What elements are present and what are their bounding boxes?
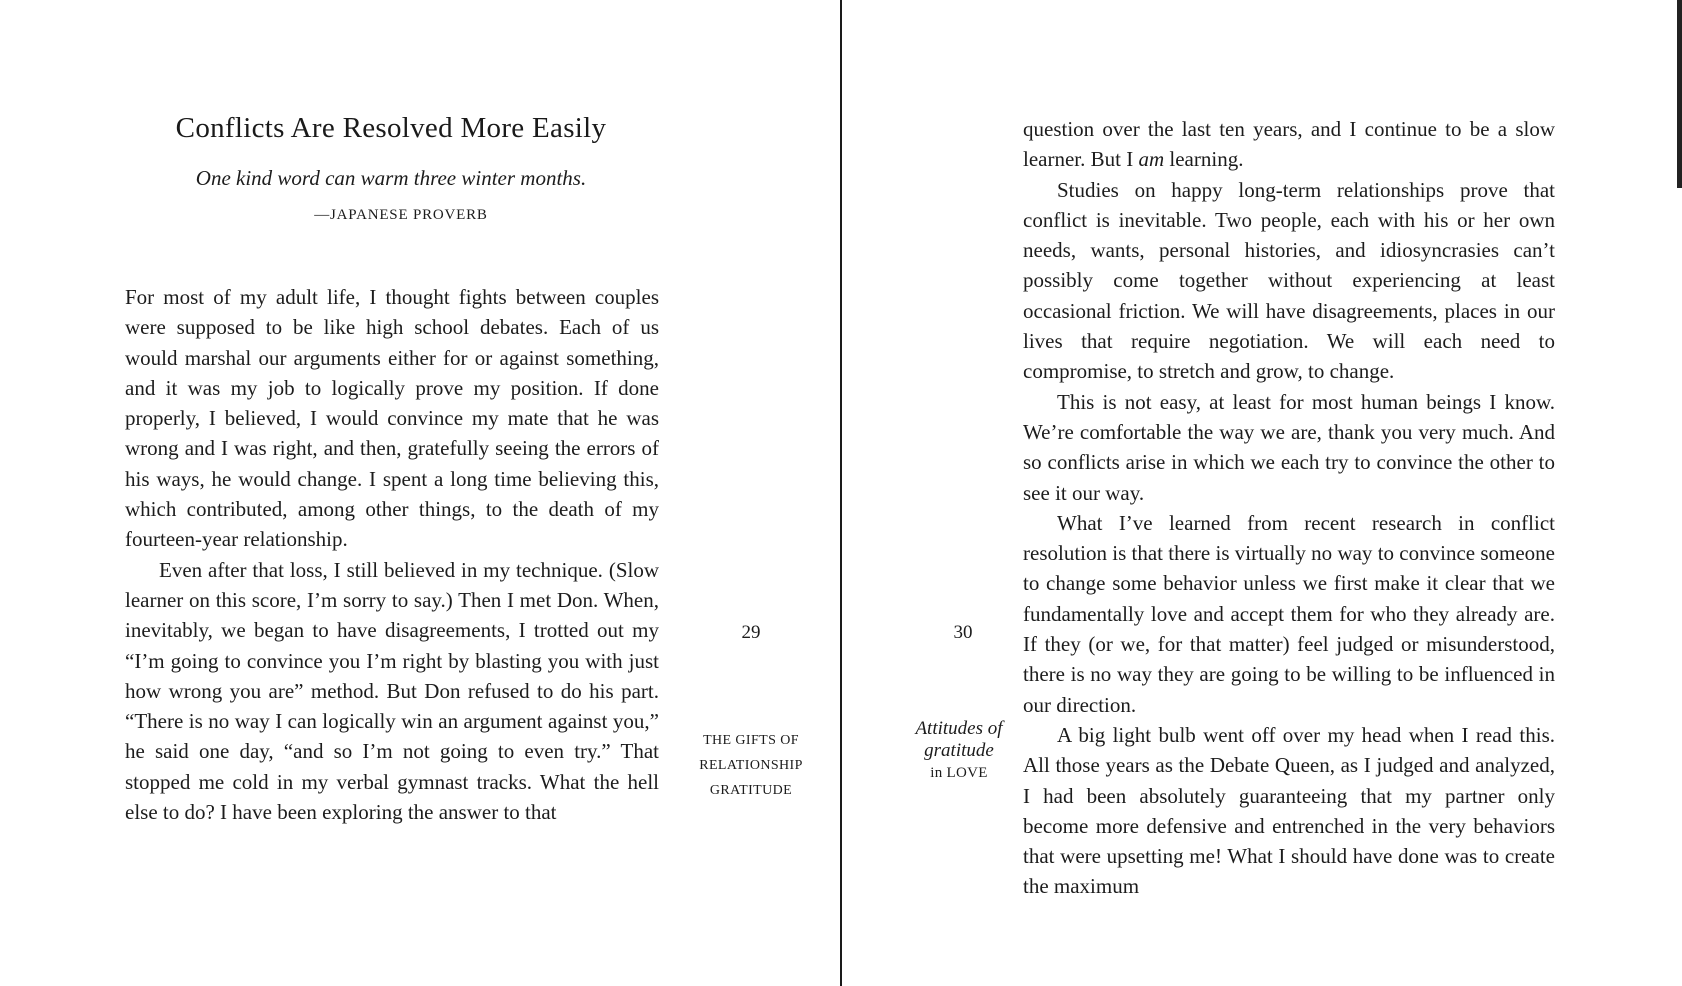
page-number: 30 [953, 622, 973, 643]
section-heading: Conflicts Are Resolved More Easily [175, 112, 607, 144]
paragraph-text: question over the last ten years, and I continue to be a slow learner. But I [1023, 117, 1555, 172]
left-page [0, 0, 840, 986]
page-number: 29 [741, 622, 761, 643]
epigraph-attribution: —JAPANESE PROVERB [314, 207, 488, 223]
running-head-line: gratitude [924, 740, 994, 761]
body-paragraph: A big light bulb went off over my head when I read this. All those years as the Debate Queen, as I judged and analyzed, I had been absolutely guaranteeing that my partner only become more defensive and entrenched in the very behaviors that were upsetting me! What I should have done was to create the maximum [1023, 722, 1555, 899]
body-paragraph: This is not easy, at least for most human beings I know. We’re comfortable the way we are, thank you very much. And so conflicts arise in which we each try to convince the other to see it our way. [1023, 389, 1555, 505]
running-head-right [884, 718, 1034, 784]
left-body-text [125, 282, 659, 827]
body-paragraph: Even after that loss, I still believed in my technique. (Slow learner on this score, I’m sorry to say.) Then I met Don. When, inevitably, we began to have disagreements, I trotted out my “I’m going to convince you I’m right by blasting you with just how wrong you are” method. But Don refused to do his part. “There is no way I can logically win an argument against you,” he said one day, “and so I’m not going to even try.” That stopped me cold in my verbal gymnast tracks. What the hell else to do? I have been exploring the answer to that [125, 557, 659, 825]
paragraph-text: learning. [1164, 147, 1244, 172]
body-paragraph: For most of my adult life, I thought fights between couples were supposed to be like high school debates. Each of us would marshal our arguments either for or against something, and it was my job to logically prove my position. If done properly, I believed, I would convince my mate that he was wrong and I was right, and then, gratefully seeing the errors of his ways, he would change. I spent a long time believing this, which contributed, among other things, to the death of my fourteen-year relationship. [125, 285, 659, 552]
running-head-line: THE GIFTS OF [703, 733, 799, 748]
right-body-text [1023, 114, 1555, 902]
window-edge-mark [1677, 0, 1682, 188]
emphasis-text: am [1138, 147, 1165, 172]
right-page [842, 0, 1682, 986]
running-head-line: GRATITUDE [709, 783, 793, 798]
running-head-line: Attitudes of [915, 718, 1003, 739]
running-head-left [681, 728, 821, 803]
body-paragraph: Studies on happy long-term relationships prove that conflict is inevitable. Two people, each with his or her own needs, wants, personal histories, and idiosyncrasies can’t possibly come together without experiencing at least occasional friction. We will have disagreements, places in our lives that require negotiation. We will each need to compromise, to stretch and grow, to change. [1023, 177, 1555, 384]
body-paragraph [1023, 114, 1555, 175]
body-paragraph: What I’ve learned from recent research in conflict resolution is that there is virtually no way to convince someone to change some behavior unless we first make it clear that we fundamentally love and accept them for who they already are. If they (or we, for that matter) feel judged or misunderstood, there is no way they are going to be willing to be influenced in our direction. [1023, 510, 1555, 717]
running-head-line: in LOVE [930, 765, 988, 781]
epigraph-quote: One kind word can warm three winter months. [195, 166, 587, 190]
running-head-line: RELATIONSHIP [699, 758, 803, 773]
